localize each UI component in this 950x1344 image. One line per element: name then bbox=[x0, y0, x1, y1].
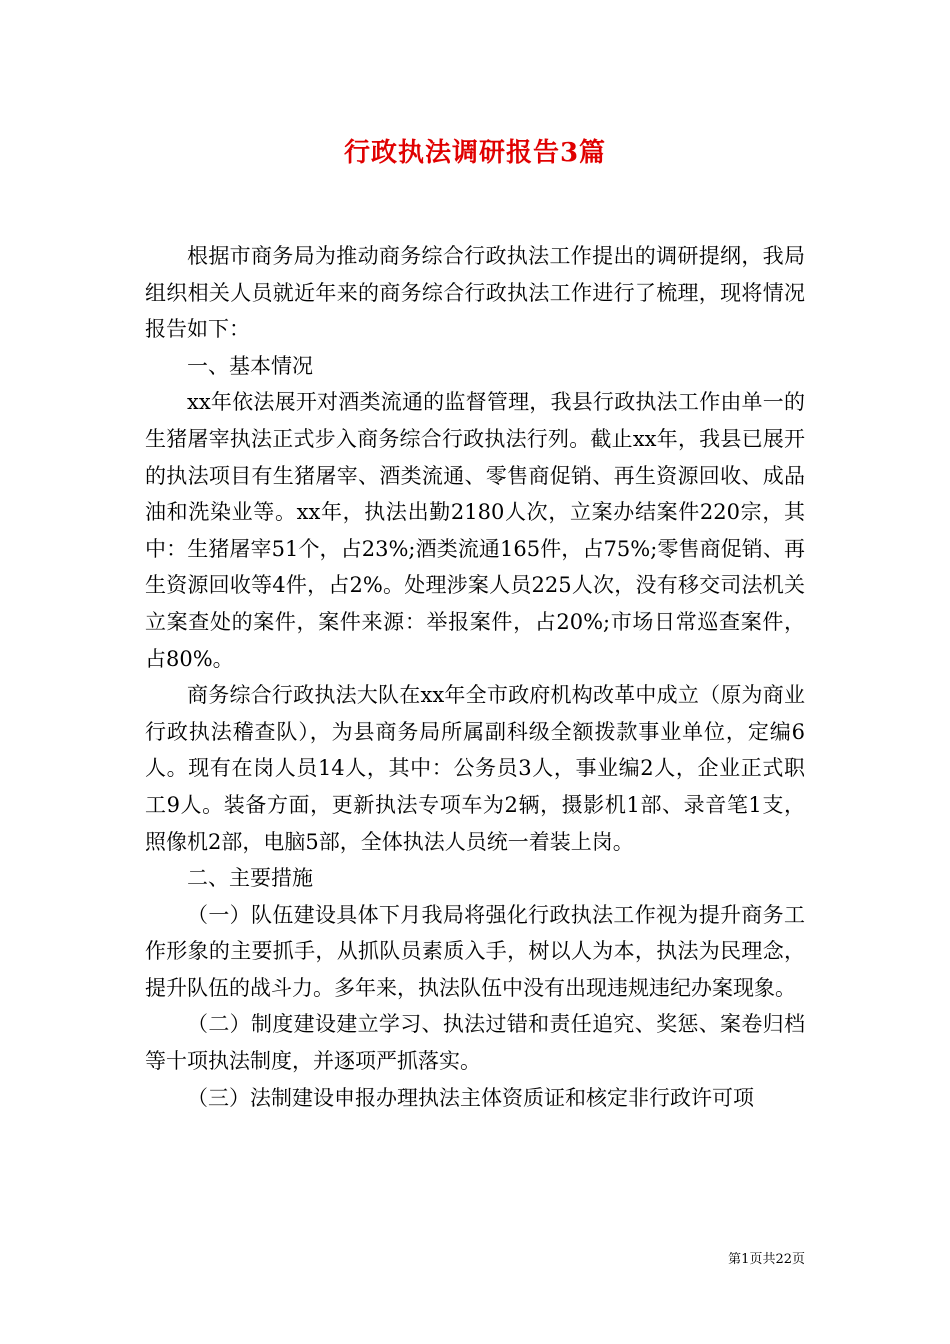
page-number: 第1页共22页 bbox=[728, 1252, 805, 1267]
paragraph-measure-2: （二）制度建设建立学习、执法过错和责任追究、奖惩、案卷归档等十项执法制度，并逐项严抓落实。 bbox=[145, 1012, 805, 1074]
paragraph-basic-1: xx年依法展开对酒类流通的监督管理，我县行政执法工作由单一的生猪屠宰执法正式步入商务综合行政执法行列。截止xx年，我县已展开的执法项目有生猪屠宰、酒类流通、零售商促销、再生资源回收、成品油和洗染业等。xx年，执法出勤2180人次，立案办结案件220宗，其中：生猪屠宰51个，占23%;酒类流通165件，占75%;零售商促销、再生资源回收等4件，占2%。处理涉案人员225人次，没有移交司法机关立案查处的案件，案件来源：举报案件，占20%;市场日常巡查案件，占80%。 bbox=[145, 390, 805, 671]
paragraph-measure-3: （三）法制建设申报办理执法主体资质证和核定非行政许可项 bbox=[187, 1085, 754, 1110]
document-title: 行政执法调研报告3篇 bbox=[343, 138, 607, 168]
section-heading-basic: 一、基本情况 bbox=[187, 353, 313, 378]
paragraph-measure-1: （一）队伍建设具体下月我局将强化行政执法工作视为提升商务工作形象的主要抓手，从抓队员素质入手，树以人为本，执法为民理念，提升队伍的战斗力。多年来，执法队伍中没有出现违规违纪办案现象。 bbox=[145, 902, 805, 1000]
paragraph-basic-2: 商务综合行政执法大队在xx年全市政府机构改革中成立（原为商业行政执法稽查队），为县商务局所属副科级全额拨款事业单位，定编6人。现有在岗人员14人，其中：公务员3人，事业编2人，企业正式职工9人。装备方面，更新执法专项车为2辆，摄影机1部、录音笔1支，照像机2部，电脑5部，全体执法人员统一着装上岗。 bbox=[145, 683, 805, 854]
section-heading-measures: 二、主要措施 bbox=[187, 866, 313, 891]
document-body bbox=[145, 238, 805, 1116]
paragraph-intro: 根据市商务局为推动商务综合行政执法工作提出的调研提纲，我局组织相关人员就近年来的商务综合行政执法工作进行了梳理，现将情况报告如下： bbox=[145, 244, 805, 342]
